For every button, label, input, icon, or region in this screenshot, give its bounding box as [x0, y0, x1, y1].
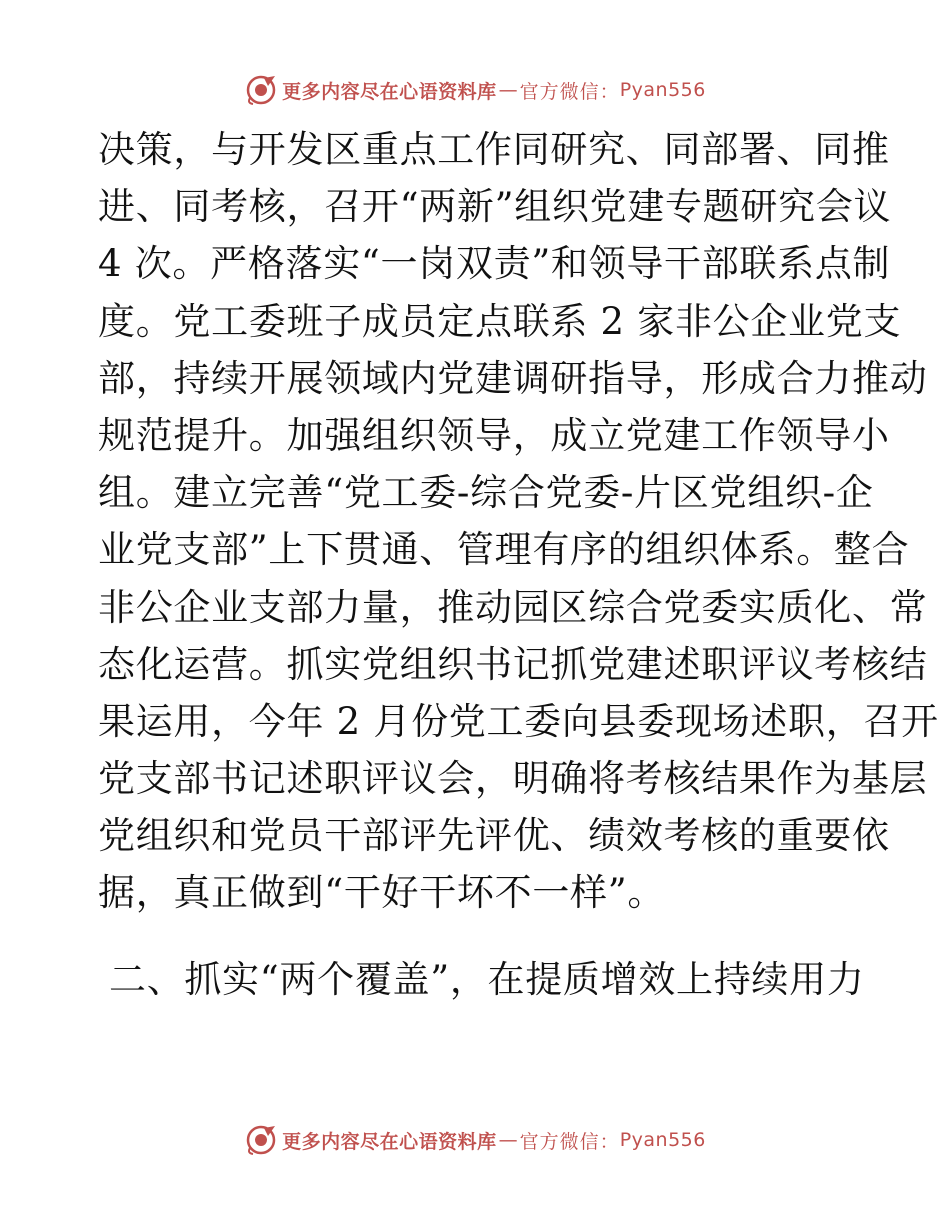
pen-logo-icon: [244, 73, 278, 107]
body-line: 决策，与开发区重点工作同研究、同部署、同推: [98, 128, 890, 171]
body-line: 态化运营。抓实党组织书记抓党建述职评议考核结: [98, 642, 928, 686]
body-line: 非公企业支部力量，推动园区综合党委实质化、常: [98, 585, 928, 629]
body-line: 组。建立完善“党工委-综合党委-片区党组织-企: [98, 471, 874, 515]
pen-logo-icon: [244, 1123, 278, 1157]
body-line: 规范提升。加强组织领导，成立党建工作领导小: [98, 413, 890, 457]
banner-separator: —: [498, 1129, 518, 1151]
section-heading: 二、抓实“两个覆盖”，在提质增效上持续用力: [109, 958, 865, 1001]
footer-banner: [0, 1120, 950, 1160]
banner-wechat-label: 官方微信：: [519, 80, 620, 103]
banner-site-text: 更多内容尽在心语资料库: [282, 80, 497, 103]
header-banner: [0, 70, 950, 110]
body-line: 据，真正做到“干好干坏不一样”。: [98, 871, 666, 915]
body-line: 果运用，今年 2 月份党工委向县委现场述职，召开: [98, 699, 939, 743]
banner-wechat-label: 官方微信：: [519, 1130, 620, 1153]
body-line: 度。党工委班子成员定点联系 2 家非公企业党支: [98, 299, 902, 343]
document-body: [98, 121, 939, 922]
body-line: 部，持续开展领域内党建调研指导，形成合力推动: [98, 356, 928, 400]
banner-separator: —: [498, 79, 518, 101]
body-line: 党组织和党员干部评先评优、绩效考核的重要依: [98, 814, 890, 858]
banner-wechat-id: Pyan556: [619, 1129, 706, 1151]
banner-site-text: 更多内容尽在心语资料库: [282, 1130, 497, 1153]
body-line: 党支部书记述职评议会，明确将考核结果作为基层: [98, 757, 928, 801]
body-line: 4 次。严格落实“一岗双责”和领导干部联系点制: [98, 242, 891, 286]
body-line: 业党支部”上下贯通、管理有序的组织体系。整合: [98, 528, 910, 572]
banner-wechat-id: Pyan556: [619, 79, 706, 101]
body-line: 进、同考核，召开“两新”组织党建专题研究会议: [98, 185, 892, 229]
